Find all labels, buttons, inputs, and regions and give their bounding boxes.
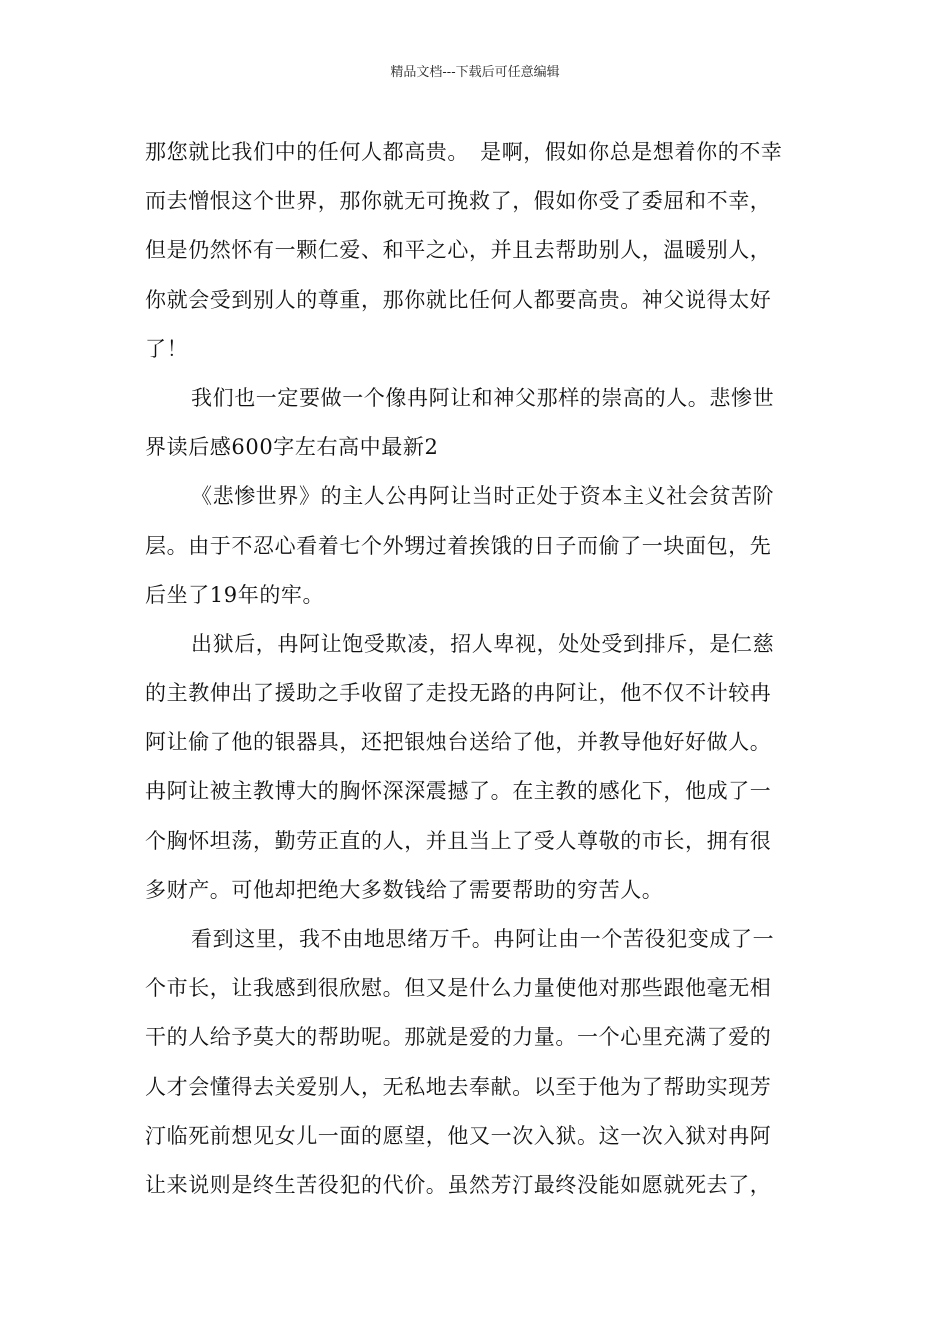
page-header: 精品文档---下载后可任意编辑 [390,65,560,80]
text-line: 界读后感600字左右高中最新2 [145,435,439,460]
text-line: 后坐了19年的牢。 [145,582,325,607]
text-line: 层。由于不忍心看着七个外甥过着挨饿的日子而偷了一块面包，先 [145,533,772,558]
text-line: 的主教伸出了援助之手收留了走投无路的冉阿让，他不仅不计较冉 [145,681,772,706]
text-line: 冉阿让被主教博大的胸怀深深震撼了。在主教的感化下，他成了一 [145,779,772,804]
paragraph-first-line: 看到这里，我不由地思绪万千。冉阿让由一个苦役犯变成了一 [191,927,775,951]
paragraph-first-line: 出狱后，冉阿让饱受欺凌，招人卑视，处处受到排斥，是仁慈 [191,631,775,656]
text-line: 阿让偷了他的银器具，还把银烛台送给了他，并教导他好好做人。 [145,730,772,755]
document-body [145,128,805,1210]
text-line: 个胸怀坦荡，勤劳正直的人，并且当上了受人尊敬的市长，拥有很 [145,828,772,853]
text-line: 干的人给予莫大的帮助呢。那就是爱的力量。一个心里充满了爱的 [145,1025,772,1050]
text-line: 多财产。可他却把绝大多数钱给了需要帮助的穷苦人。 [145,877,664,902]
text-line: 而去憎恨这个世界，那你就无可挽救了，假如你受了委屈和不幸， [145,189,772,214]
paragraph-first-line: 《悲惨世界》的主人公冉阿让当时正处于资本主义社会贫苦阶 [191,484,775,509]
text-line: 了！ [145,336,189,361]
text-line: 你就会受到别人的尊重，那你就比任何人都要高贵。神父说得太好 [145,287,772,312]
text-line: 那您就比我们中的任何人都高贵。 是啊，假如你总是想着你的不幸 [145,140,783,164]
text-line: 让来说则是终生苦役犯的代价。虽然芳汀最终没能如愿就死去了， [145,1172,772,1197]
text-line: 汀临死前想见女儿一面的愿望，他又一次入狱。这一次入狱对冉阿 [145,1123,772,1148]
text-line: 个市长，让我感到很欣慰。但又是什么力量使他对那些跟他毫无相 [145,976,772,1001]
paragraph-first-line: 我们也一定要做一个像冉阿让和神父那样的崇高的人。悲惨世 [191,385,775,410]
text-line: 但是仍然怀有一颗仁爱、和平之心，并且去帮助别人，温暖别人， [145,238,772,263]
text-line: 人才会懂得去关爱别人，无私地去奉献。以至于他为了帮助实现芳 [145,1074,772,1099]
